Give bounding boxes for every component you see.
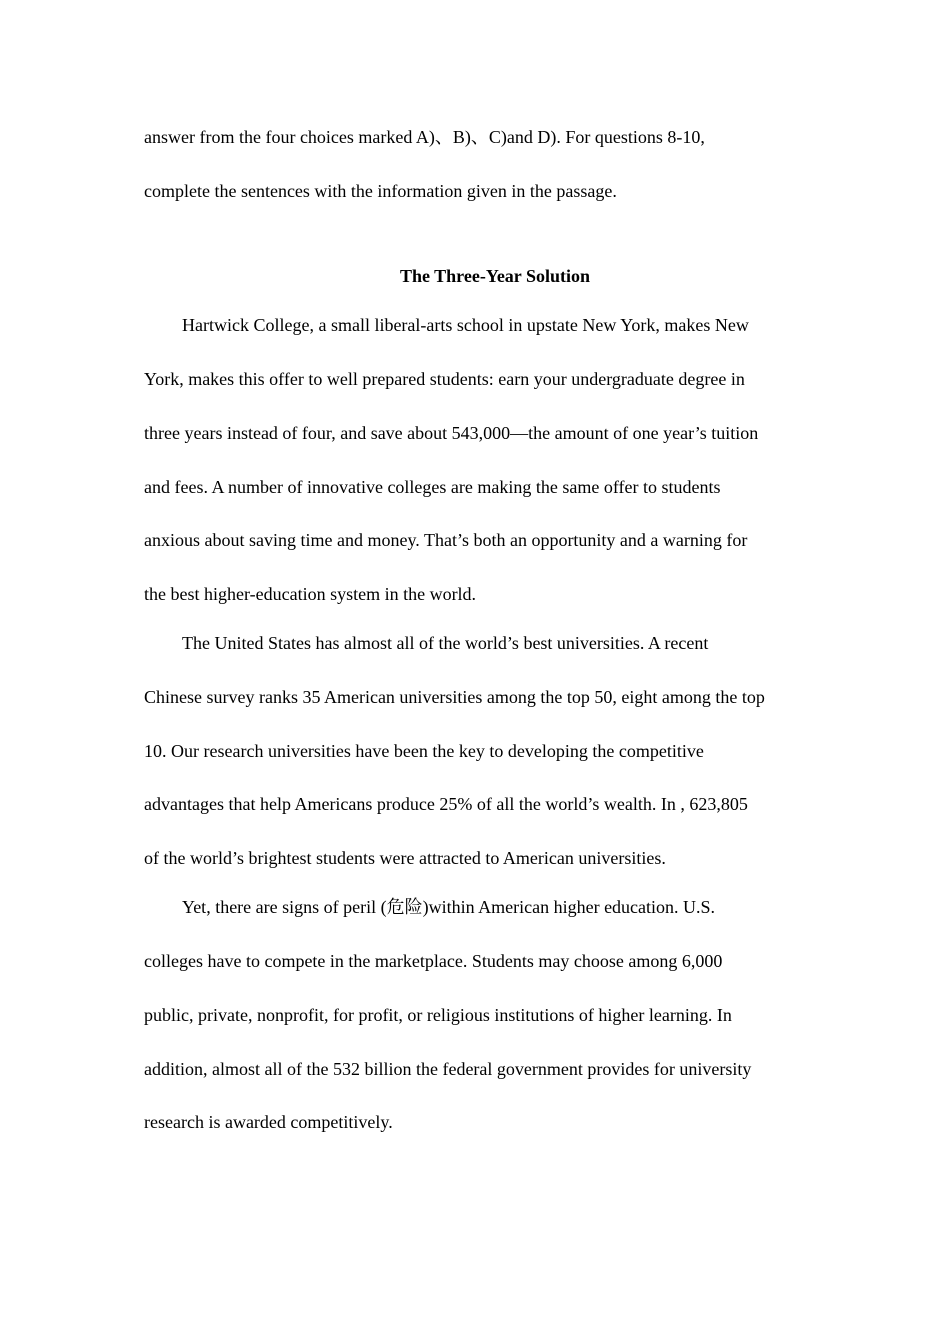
instructions-line-1: answer from the four choices marked A)、B)、C)and D). For questions 8-10, xyxy=(144,127,705,147)
paragraph-line: 10. Our research universities have been the key to developing the competitive xyxy=(144,741,704,761)
instructions-line-2: complete the sentences with the information given in the passage. xyxy=(144,181,617,201)
paragraph-line: Yet, there are signs of peril (危险)within American higher education. U.S. xyxy=(182,897,716,917)
paragraph-line: The United States has almost all of the world’s best universities. A recent xyxy=(182,633,709,653)
paragraph-line: advantages that help Americans produce 25% of all the world’s wealth. In , 623,805 xyxy=(144,794,748,814)
article-title: The Three-Year Solution xyxy=(399,266,591,286)
paragraph-line: of the world’s brightest students were attracted to American universities. xyxy=(144,848,666,868)
paragraph-line: anxious about saving time and money. That’s both an opportunity and a warning for xyxy=(144,530,748,550)
paragraph-line: public, private, nonprofit, for profit, or religious institutions of higher learning. In xyxy=(144,1005,732,1025)
paragraph-line: Chinese survey ranks 35 American universities among the top 50, eight among the top xyxy=(144,687,765,707)
paragraph-line: addition, almost all of the 532 billion the federal government provides for university xyxy=(144,1059,752,1079)
paragraph-line: and fees. A number of innovative colleges are making the same offer to students xyxy=(144,477,721,497)
paragraph-line: research is awarded competitively. xyxy=(144,1112,393,1132)
paragraph-line: Hartwick College, a small liberal-arts school in upstate New York, makes New xyxy=(182,315,749,335)
paragraph-line: colleges have to compete in the marketplace. Students may choose among 6,000 xyxy=(144,951,723,971)
paragraph-line: the best higher-education system in the world. xyxy=(144,584,477,604)
paragraph-line: York, makes this offer to well prepared students: earn your undergraduate degree in xyxy=(144,369,745,389)
paragraph-line: three years instead of four, and save about 543,000—the amount of one year’s tuition xyxy=(144,423,759,443)
